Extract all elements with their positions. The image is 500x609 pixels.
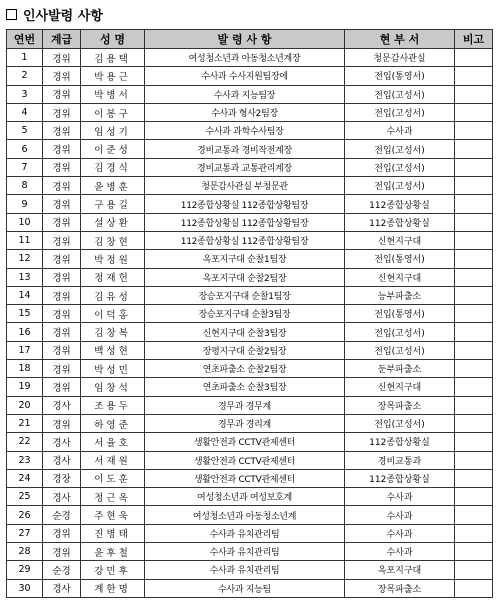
cell-rank: 경위 [43,268,81,286]
cell-name: 백성현 [81,341,145,359]
cell-rank: 경위 [43,341,81,359]
table-row [7,177,493,195]
cell-rank: 경위 [43,158,81,176]
table-row [7,268,493,286]
cell-remarks [455,286,493,304]
cell-assignment: 수사과 유치관리팀 [145,561,345,579]
cell-current-dept: 둔부파출소 [345,360,455,378]
table-row [7,286,493,304]
cell-name: 정근옥 [81,488,145,506]
cell-seq: 13 [7,268,43,286]
cell-assignment: 수사과 수사지원팀장에 [145,67,345,85]
table-row [7,323,493,341]
cell-name: 주현욱 [81,506,145,524]
cell-current-dept: 신현지구대 [345,268,455,286]
cell-assignment: 연초파출소 순찰2팀장 [145,360,345,378]
cell-rank: 경사 [43,451,81,469]
cell-assignment: 112종합상황실 112종합상황팀장 [145,231,345,249]
cell-seq: 7 [7,158,43,176]
cell-remarks [455,250,493,268]
cell-current-dept: 수사과 [345,506,455,524]
cell-remarks [455,378,493,396]
cell-seq: 28 [7,543,43,561]
cell-rank: 경사 [43,396,81,414]
table-row [7,396,493,414]
cell-seq: 9 [7,195,43,213]
cell-assignment: 여성청소년과 아동청소년계장 [145,49,345,67]
cell-current-dept: 전입(통영서) [345,305,455,323]
cell-remarks [455,67,493,85]
cell-remarks [455,268,493,286]
table-row [7,67,493,85]
table-row [7,579,493,597]
cell-rank: 경위 [43,543,81,561]
cell-rank: 경장 [43,469,81,487]
cell-seq: 22 [7,433,43,451]
cell-seq: 14 [7,286,43,304]
header-remarks: 비고 [455,30,493,49]
cell-current-dept: 경비교통과 [345,451,455,469]
cell-rank: 경위 [43,323,81,341]
cell-current-dept: 수사과 [345,122,455,140]
cell-remarks [455,323,493,341]
cell-rank: 경위 [43,140,81,158]
cell-assignment: 수사과 지능팀장 [145,85,345,103]
cell-name: 박용근 [81,67,145,85]
table-row [7,158,493,176]
cell-rank: 경사 [43,579,81,597]
cell-rank: 경위 [43,286,81,304]
table-row [7,488,493,506]
cell-assignment: 생활안전과 CCTV관제센터 [145,469,345,487]
cell-rank: 경위 [43,213,81,231]
cell-current-dept: 전입(고성서) [345,158,455,176]
cell-assignment: 수사과 유치관리팀 [145,543,345,561]
cell-assignment: 112종합상황실 112종합상황팀장 [145,213,345,231]
cell-name: 김유성 [81,286,145,304]
cell-assignment: 옥포지구대 순찰2팀장 [145,268,345,286]
cell-assignment: 여성청소년과 아동청소년계 [145,506,345,524]
cell-rank: 경위 [43,305,81,323]
cell-remarks [455,488,493,506]
cell-current-dept: 수사과 [345,488,455,506]
cell-name: 진병태 [81,524,145,542]
cell-seq: 8 [7,177,43,195]
cell-current-dept: 전입(고성서) [345,177,455,195]
cell-assignment: 옥포지구대 순찰1팀장 [145,250,345,268]
table-row [7,85,493,103]
table-row [7,414,493,432]
cell-remarks [455,579,493,597]
cell-seq: 6 [7,140,43,158]
table-row [7,122,493,140]
cell-name: 이준성 [81,140,145,158]
cell-current-dept: 112종합상황실 [345,433,455,451]
cell-current-dept: 112종합상황실 [345,195,455,213]
cell-current-dept: 수사과 [345,524,455,542]
table-header-row [7,30,493,49]
cell-seq: 1 [7,49,43,67]
cell-seq: 4 [7,103,43,121]
cell-seq: 11 [7,231,43,249]
table-row [7,524,493,542]
cell-assignment: 연초파출소 순찰3팀장 [145,378,345,396]
cell-current-dept: 전입(고성서) [345,85,455,103]
cell-seq: 26 [7,506,43,524]
cell-name: 하영준 [81,414,145,432]
cell-name: 박성민 [81,360,145,378]
cell-assignment: 112종합상황실 112종합상황팀장 [145,195,345,213]
cell-assignment: 장평지구대 순찰2팀장 [145,341,345,359]
table-row [7,341,493,359]
table-body [7,49,493,598]
table-row [7,195,493,213]
cell-rank: 순경 [43,561,81,579]
cell-remarks [455,506,493,524]
cell-rank: 경위 [43,195,81,213]
cell-seq: 21 [7,414,43,432]
table-row [7,561,493,579]
cell-name: 서재원 [81,451,145,469]
cell-seq: 17 [7,341,43,359]
cell-seq: 5 [7,122,43,140]
cell-name: 구용길 [81,195,145,213]
cell-name: 박병서 [81,85,145,103]
section-title [6,4,494,24]
cell-assignment: 청문감사관실 부청문관 [145,177,345,195]
cell-remarks [455,103,493,121]
cell-remarks [455,561,493,579]
section-title-text: 인사발령 사항 [23,8,103,24]
cell-seq: 25 [7,488,43,506]
cell-remarks [455,231,493,249]
cell-rank: 경위 [43,231,81,249]
cell-remarks [455,122,493,140]
cell-remarks [455,213,493,231]
cell-remarks [455,85,493,103]
cell-rank: 경위 [43,67,81,85]
cell-name: 김창현 [81,231,145,249]
cell-name: 박정원 [81,250,145,268]
cell-assignment: 수사과 형사2팀장 [145,103,345,121]
cell-current-dept: 112종합상황실 [345,213,455,231]
cell-name: 서율호 [81,433,145,451]
table-row [7,213,493,231]
cell-seq: 19 [7,378,43,396]
cell-seq: 15 [7,305,43,323]
cell-name: 이도훈 [81,469,145,487]
cell-seq: 29 [7,561,43,579]
cell-rank: 순경 [43,506,81,524]
personnel-table [6,29,493,598]
cell-current-dept: 옥포지구대 [345,561,455,579]
cell-assignment: 생활안전과 CCTV관제센터 [145,433,345,451]
cell-rank: 경위 [43,360,81,378]
cell-seq: 30 [7,579,43,597]
cell-name: 윤병훈 [81,177,145,195]
table-row [7,378,493,396]
cell-remarks [455,524,493,542]
cell-rank: 경위 [43,122,81,140]
cell-seq: 16 [7,323,43,341]
header-current-dept: 현 부 서 [345,30,455,49]
cell-current-dept: 신현지구대 [345,231,455,249]
cell-remarks [455,360,493,378]
cell-seq: 27 [7,524,43,542]
cell-name: 이봉구 [81,103,145,121]
cell-name: 이덕홍 [81,305,145,323]
cell-current-dept: 청문감사관실 [345,49,455,67]
header-assignment: 발 령 사 항 [145,30,345,49]
table-row [7,469,493,487]
cell-rank: 경사 [43,488,81,506]
cell-name: 임창석 [81,378,145,396]
table-row [7,305,493,323]
cell-rank: 경위 [43,378,81,396]
cell-remarks [455,49,493,67]
cell-seq: 23 [7,451,43,469]
cell-assignment: 수사과 유치관리팀 [145,524,345,542]
cell-current-dept: 장목파출소 [345,579,455,597]
cell-seq: 24 [7,469,43,487]
cell-name: 정재헌 [81,268,145,286]
cell-seq: 12 [7,250,43,268]
cell-current-dept: 수사과 [345,543,455,561]
table-row [7,451,493,469]
table-row [7,543,493,561]
cell-current-dept: 112종합상황실 [345,469,455,487]
cell-name: 조용두 [81,396,145,414]
cell-name: 임성기 [81,122,145,140]
cell-remarks [455,433,493,451]
table-row [7,250,493,268]
cell-seq: 18 [7,360,43,378]
cell-seq: 2 [7,67,43,85]
cell-rank: 경위 [43,177,81,195]
table-row [7,140,493,158]
cell-current-dept: 전입(고성서) [345,323,455,341]
cell-rank: 경위 [43,103,81,121]
cell-name: 설상환 [81,213,145,231]
cell-current-dept: 전입(통영서) [345,250,455,268]
cell-name: 김용택 [81,49,145,67]
cell-name: 김창복 [81,323,145,341]
cell-remarks [455,341,493,359]
cell-remarks [455,414,493,432]
cell-seq: 3 [7,85,43,103]
cell-assignment: 수사과 지능팀 [145,579,345,597]
cell-name: 윤후철 [81,543,145,561]
cell-assignment: 장승포지구대 순찰3팀장 [145,305,345,323]
cell-rank: 경위 [43,49,81,67]
cell-seq: 10 [7,213,43,231]
header-seq: 연번 [7,30,43,49]
cell-remarks [455,177,493,195]
cell-rank: 경위 [43,414,81,432]
cell-name: 계한명 [81,579,145,597]
cell-assignment: 경무과 경리계 [145,414,345,432]
cell-rank: 경사 [43,433,81,451]
cell-rank: 경위 [43,250,81,268]
table-row [7,49,493,67]
cell-assignment: 경비교통과 교통관리계장 [145,158,345,176]
header-name: 성 명 [81,30,145,49]
cell-assignment: 경무과 경무계 [145,396,345,414]
checkbox-icon [6,9,17,20]
cell-remarks [455,451,493,469]
cell-current-dept: 전입(고성서) [345,414,455,432]
cell-remarks [455,140,493,158]
table-row [7,231,493,249]
header-rank: 계급 [43,30,81,49]
cell-assignment: 수사과 과학수사팀장 [145,122,345,140]
cell-remarks [455,158,493,176]
table-row [7,433,493,451]
cell-remarks [455,543,493,561]
cell-remarks [455,396,493,414]
cell-current-dept: 능부파출소 [345,286,455,304]
cell-current-dept: 신현지구대 [345,378,455,396]
cell-seq: 20 [7,396,43,414]
cell-current-dept: 전입(고성서) [345,140,455,158]
cell-remarks [455,195,493,213]
cell-assignment: 장승포지구대 순찰1팀장 [145,286,345,304]
cell-current-dept: 장목파출소 [345,396,455,414]
cell-assignment: 생활안전과 CCTV관제센터 [145,451,345,469]
cell-remarks [455,305,493,323]
cell-assignment: 신현지구대 순찰3팀장 [145,323,345,341]
cell-assignment: 경비교통과 경비작전계장 [145,140,345,158]
cell-current-dept: 전입(고성서) [345,103,455,121]
table-row [7,506,493,524]
cell-name: 김경식 [81,158,145,176]
cell-name: 강민후 [81,561,145,579]
cell-current-dept: 전입(통영서) [345,67,455,85]
table-row [7,103,493,121]
table-row [7,360,493,378]
cell-assignment: 여성청소년과 여성보호계 [145,488,345,506]
cell-rank: 경위 [43,524,81,542]
cell-remarks [455,469,493,487]
cell-rank: 경위 [43,85,81,103]
cell-current-dept: 전입(고성서) [345,341,455,359]
